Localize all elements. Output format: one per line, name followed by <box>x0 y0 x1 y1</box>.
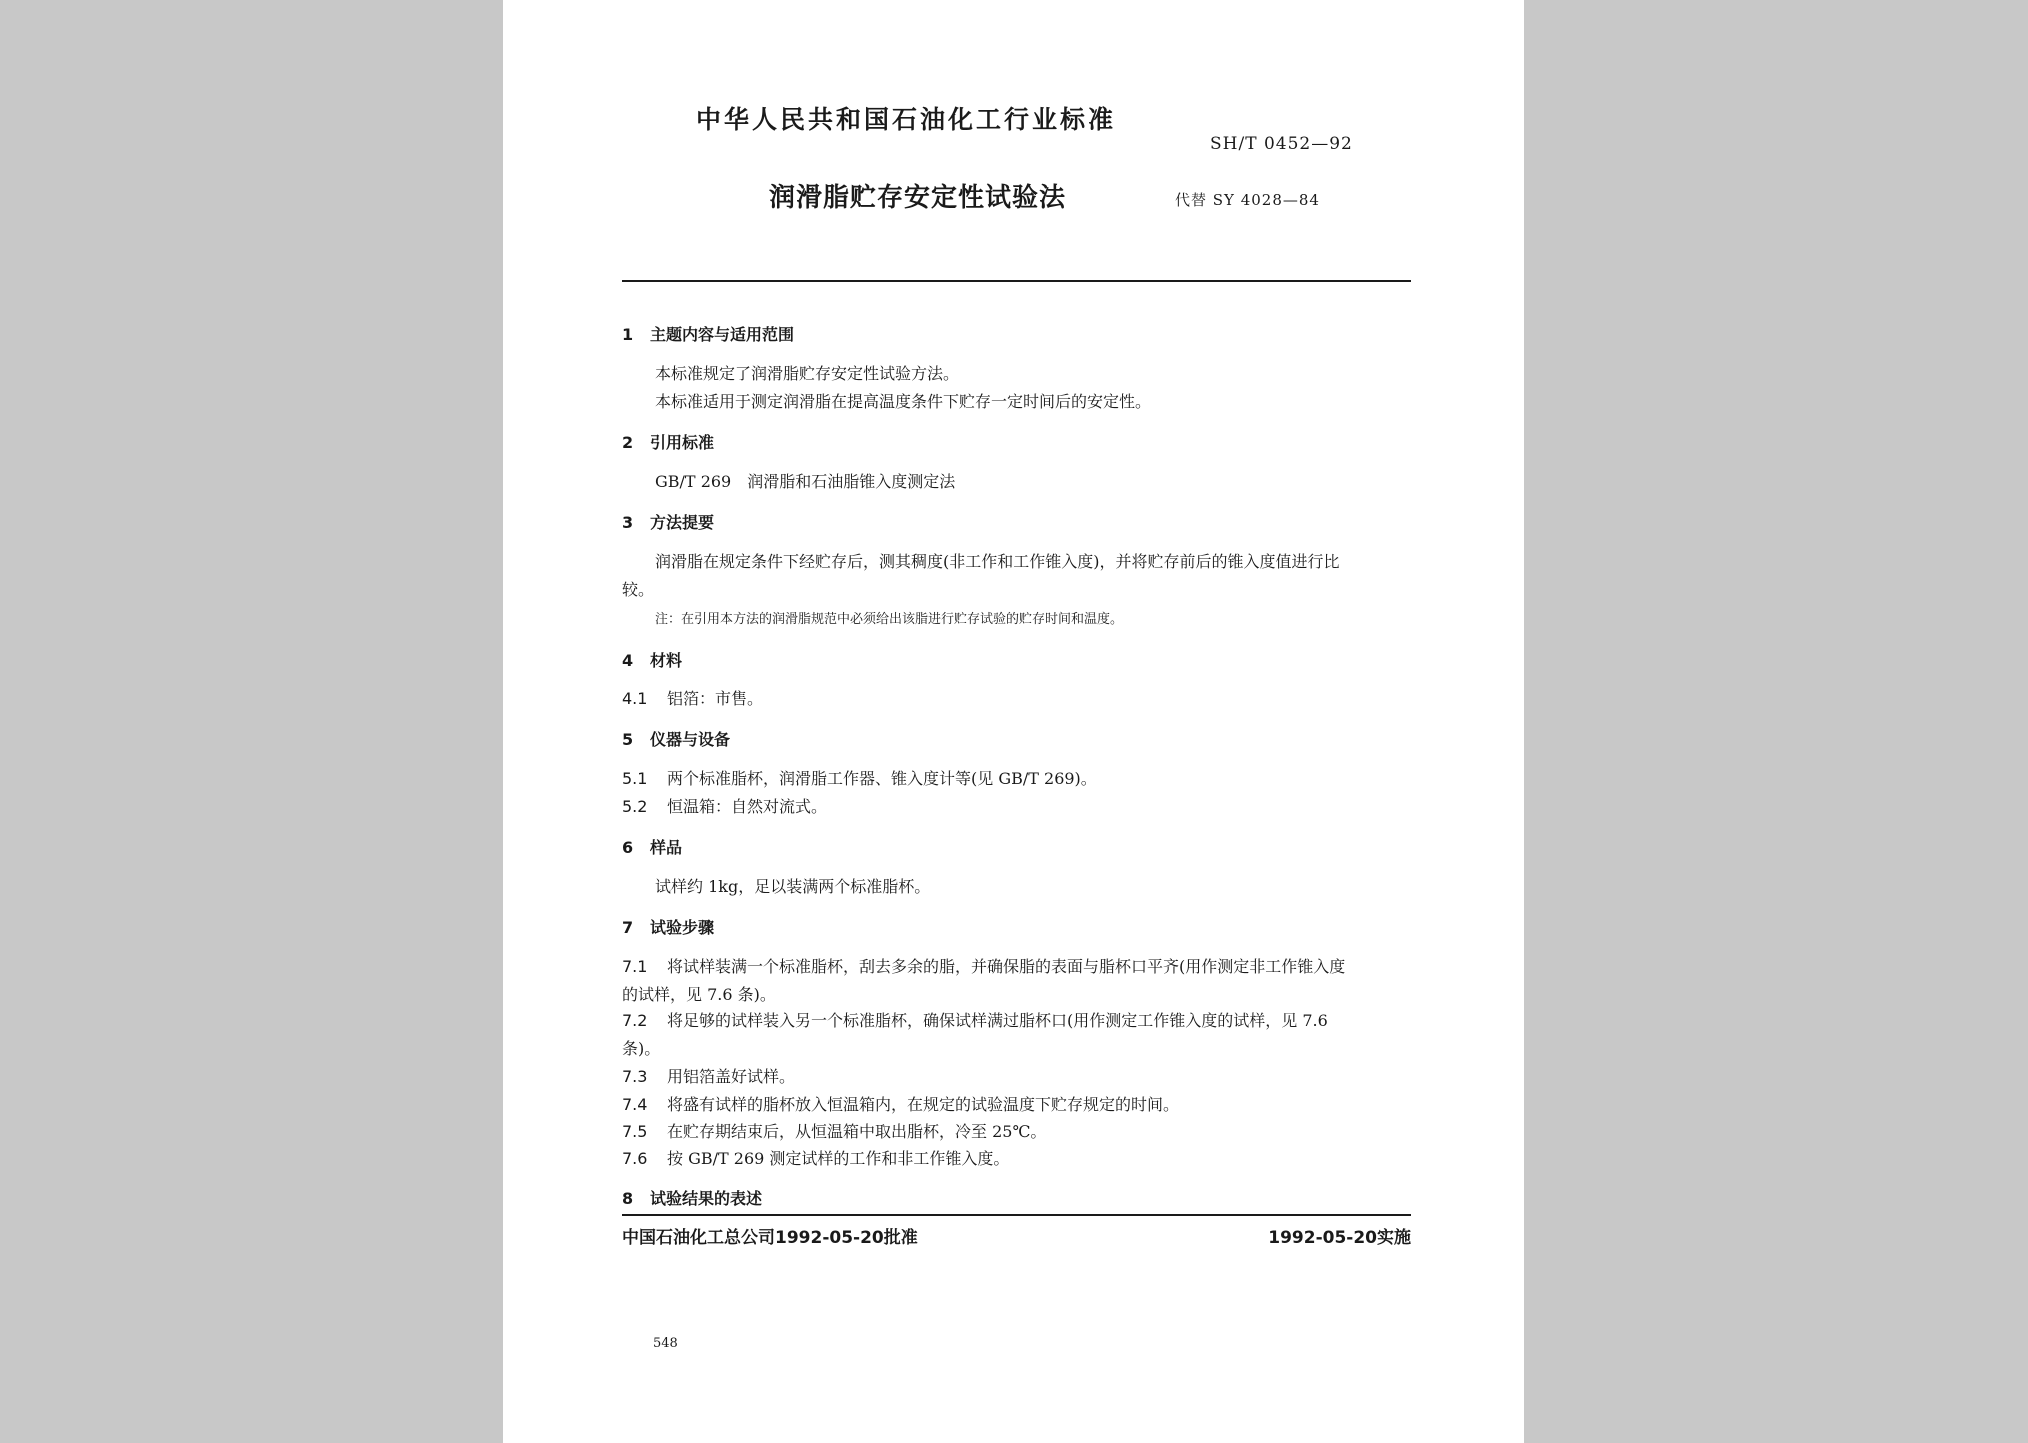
section-6-paragraph: 试样约 1kg，足以装满两个标准脂杯。 <box>655 877 931 896</box>
header-divider <box>622 280 1411 282</box>
item-number: 7.3 <box>622 1067 648 1086</box>
section-number: 1 <box>622 325 634 344</box>
section-title: 引用标准 <box>650 433 715 452</box>
item-4-1 <box>622 686 763 709</box>
item-number: 7.2 <box>622 1011 648 1030</box>
item-5-1 <box>622 766 1097 789</box>
section-8-heading <box>622 1186 762 1209</box>
section-title: 主题内容与适用范围 <box>650 325 795 344</box>
item-7-1 <box>622 954 1345 977</box>
section-title: 试验步骤 <box>650 918 715 937</box>
effective-date: 1992-05-20实施 <box>1268 1228 1411 1248</box>
item-text: 用铝箔盖好试样。 <box>667 1067 796 1086</box>
section-3-heading <box>622 510 714 533</box>
standard-code: SH/T 0452—92 <box>1210 134 1353 154</box>
section-title: 仪器与设备 <box>650 730 731 749</box>
item-text: 按 GB/T 269 测定试样的工作和非工作锥入度。 <box>667 1149 1010 1168</box>
item-text: 将盛有试样的脂杯放入恒温箱内，在规定的试验温度下贮存规定的时间。 <box>667 1095 1180 1114</box>
section-3-paragraph-line-1: 润滑脂在规定条件下经贮存后，测其稠度(非工作和工作锥入度)，并将贮存前后的锥入度值进行比 <box>655 552 1340 571</box>
item-text: 将试样装满一个标准脂杯，刮去多余的脂，并确保脂的表面与脂杯口平齐(用作测定非工作锥入度 <box>667 957 1346 976</box>
section-1-paragraph-2: 本标准适用于测定润滑脂在提高温度条件下贮存一定时间后的安定性。 <box>655 392 1152 411</box>
section-number: 3 <box>622 513 634 532</box>
item-7-6 <box>622 1146 1009 1169</box>
section-title: 试验结果的表述 <box>650 1189 763 1208</box>
item-7-4 <box>622 1092 1179 1115</box>
item-number: 7.5 <box>622 1122 648 1141</box>
item-number: 5.2 <box>622 797 648 816</box>
section-title: 方法提要 <box>650 513 715 532</box>
section-title: 样品 <box>650 838 683 857</box>
standard-organization: 中华人民共和国石油化工行业标准 <box>696 105 1117 134</box>
section-number: 6 <box>622 838 634 857</box>
approval-date: 中国石油化工总公司1992-05-20批准 <box>622 1228 918 1248</box>
section-7-heading <box>622 915 714 938</box>
item-number: 7.6 <box>622 1149 648 1168</box>
item-number: 5.1 <box>622 769 648 788</box>
item-7-1-continued: 的试样，见 7.6 条)。 <box>622 985 776 1004</box>
section-3-paragraph-line-2: 较。 <box>622 580 655 599</box>
section-number: 5 <box>622 730 634 749</box>
item-7-2-continued: 条)。 <box>622 1039 661 1058</box>
item-text: 将足够的试样装入另一个标准脂杯，确保试样满过脂杯口(用作测定工作锥入度的试样，见 7.6 <box>667 1011 1328 1030</box>
section-number: 8 <box>622 1189 634 1208</box>
item-5-2 <box>622 794 827 817</box>
item-text: 铝箔：市售。 <box>667 689 764 708</box>
document-title: 润滑脂贮存安定性试验法 <box>769 183 1067 213</box>
item-number: 7.4 <box>622 1095 648 1114</box>
section-6-heading <box>622 835 682 858</box>
section-number: 7 <box>622 918 634 937</box>
item-text: 恒温箱：自然对流式。 <box>667 797 828 816</box>
section-1-heading <box>622 322 794 345</box>
document-page <box>503 0 1524 1443</box>
footer-divider <box>622 1214 1411 1216</box>
section-title: 材料 <box>650 651 683 670</box>
item-number: 7.1 <box>622 957 648 976</box>
replaces-standard: 代替 SY 4028—84 <box>1175 191 1320 209</box>
section-2-reference: GB/T 269 润滑脂和石油脂锥入度测定法 <box>655 472 956 491</box>
section-number: 4 <box>622 651 634 670</box>
section-1-paragraph-1: 本标准规定了润滑脂贮存安定性试验方法。 <box>655 364 960 383</box>
item-7-5 <box>622 1119 1046 1142</box>
section-5-heading <box>622 727 730 750</box>
section-4-heading <box>622 648 682 671</box>
item-7-3 <box>622 1064 795 1087</box>
item-text: 在贮存期结束后，从恒温箱中取出脂杯，冷至 25℃。 <box>667 1122 1047 1141</box>
page-number: 548 <box>653 1336 678 1351</box>
item-number: 4.1 <box>622 689 648 708</box>
section-2-heading <box>622 430 714 453</box>
section-3-note: 注：在引用本方法的润滑脂规范中必须给出该脂进行贮存试验的贮存时间和温度。 <box>655 612 1124 627</box>
item-text: 两个标准脂杯，润滑脂工作器、锥入度计等(见 GB/T 269)。 <box>667 769 1097 788</box>
item-7-2 <box>622 1008 1328 1031</box>
section-number: 2 <box>622 433 634 452</box>
